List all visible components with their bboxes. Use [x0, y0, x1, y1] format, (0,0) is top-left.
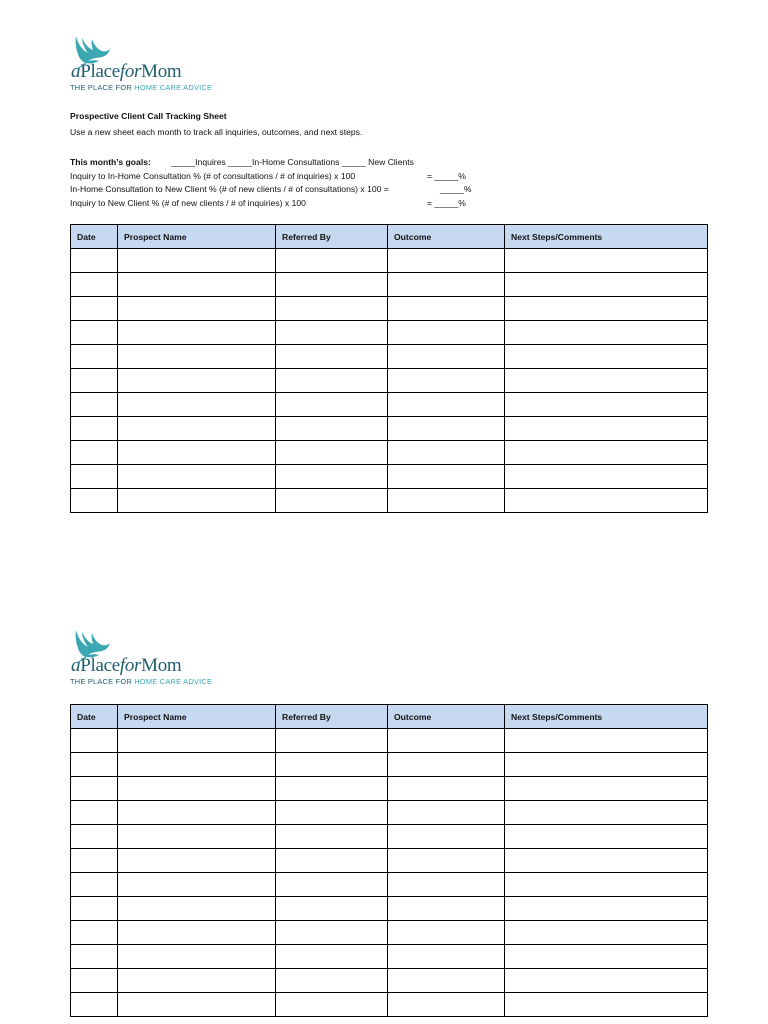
- entry-cell[interactable]: [118, 729, 276, 753]
- entry-cell[interactable]: [388, 417, 505, 441]
- entry-cell[interactable]: [505, 801, 708, 825]
- entry-cell[interactable]: [71, 849, 118, 873]
- entry-cell[interactable]: [276, 369, 388, 393]
- entry-cell[interactable]: [505, 825, 708, 849]
- entry-cell[interactable]: [71, 489, 118, 513]
- entry-cell[interactable]: [388, 969, 505, 993]
- entry-cell[interactable]: [388, 945, 505, 969]
- formula-line: In-Home Consultation to New Client % (# of new clients / # of consultations) x 100 = _____%: [70, 184, 472, 194]
- entry-cell[interactable]: [505, 249, 708, 273]
- logo: [70, 628, 260, 692]
- table-row: [71, 993, 708, 1017]
- call-tracking-table: [70, 224, 708, 513]
- entry-cell[interactable]: [388, 273, 505, 297]
- entry-cell[interactable]: [388, 393, 505, 417]
- table-row: [71, 321, 708, 345]
- table-row: [71, 729, 708, 753]
- table-row: [71, 297, 708, 321]
- table-row: [71, 369, 708, 393]
- entry-cell[interactable]: [505, 393, 708, 417]
- entry-cell[interactable]: [505, 465, 708, 489]
- entry-cell[interactable]: [388, 321, 505, 345]
- entry-cell[interactable]: [71, 777, 118, 801]
- brand-wordmark: aPlaceforMom: [71, 61, 182, 82]
- table-row: [71, 753, 708, 777]
- table-row: [71, 393, 708, 417]
- entry-cell[interactable]: [276, 729, 388, 753]
- table-header-row: [71, 705, 708, 729]
- entry-cell[interactable]: [118, 417, 276, 441]
- table-row: [71, 969, 708, 993]
- table-row: [71, 897, 708, 921]
- column-header-referred-by: Referred By: [276, 225, 388, 249]
- entry-cell[interactable]: [71, 897, 118, 921]
- table-row: [71, 777, 708, 801]
- entry-cell[interactable]: [505, 921, 708, 945]
- brand-tagline: THE PLACE FOR HOME CARE ADVICE: [70, 677, 213, 686]
- entry-cell[interactable]: [276, 825, 388, 849]
- entry-cell[interactable]: [118, 321, 276, 345]
- table-row: [71, 945, 708, 969]
- entry-cell[interactable]: [276, 777, 388, 801]
- entry-cell[interactable]: [118, 465, 276, 489]
- formula-line: Inquiry to In-Home Consultation % (# of consultations / # of inquiries) x 100 = _____%: [70, 170, 466, 181]
- entry-cell[interactable]: [71, 369, 118, 393]
- entry-cell[interactable]: [276, 897, 388, 921]
- goal-new-clients: _____ New Clients: [341, 157, 414, 167]
- entry-cell[interactable]: [118, 825, 276, 849]
- entry-cell[interactable]: [71, 441, 118, 465]
- goals-section: [70, 156, 472, 210]
- table-row: [71, 921, 708, 945]
- entry-cell[interactable]: [118, 489, 276, 513]
- entry-cell[interactable]: [118, 753, 276, 777]
- entry-cell[interactable]: [71, 393, 118, 417]
- entry-cell[interactable]: [118, 441, 276, 465]
- entry-cell[interactable]: [71, 969, 118, 993]
- sheet-title: Prospective Client Call Tracking Sheet: [70, 111, 227, 121]
- entry-cell[interactable]: [276, 993, 388, 1017]
- entry-cell[interactable]: [71, 945, 118, 969]
- table-row: [71, 873, 708, 897]
- entry-cell[interactable]: [276, 249, 388, 273]
- column-header-prospect-name: Prospect Name: [118, 225, 276, 249]
- entry-cell[interactable]: [118, 345, 276, 369]
- entry-cell[interactable]: [118, 777, 276, 801]
- entry-cell[interactable]: [276, 753, 388, 777]
- call-tracking-table: [70, 704, 708, 1017]
- entry-cell[interactable]: [276, 969, 388, 993]
- table-row: [71, 249, 708, 273]
- goal-consultations: _____In-Home Consultations: [228, 157, 340, 167]
- entry-cell[interactable]: [505, 369, 708, 393]
- column-header-date: Date: [71, 225, 118, 249]
- entry-cell[interactable]: [276, 801, 388, 825]
- entry-cell[interactable]: [276, 417, 388, 441]
- goals-label: This month’s goals:: [70, 157, 151, 167]
- column-header-referred-by: Referred By: [276, 705, 388, 729]
- entry-cell[interactable]: [276, 849, 388, 873]
- entry-cell[interactable]: [71, 993, 118, 1017]
- table-row: [71, 345, 708, 369]
- entry-cell[interactable]: [118, 921, 276, 945]
- entry-cell[interactable]: [505, 297, 708, 321]
- column-header-next-steps: Next Steps/Comments: [505, 705, 708, 729]
- entry-cell[interactable]: [276, 465, 388, 489]
- entry-cell[interactable]: [388, 897, 505, 921]
- table-row: [71, 441, 708, 465]
- entry-cell[interactable]: [505, 969, 708, 993]
- entry-cell[interactable]: [71, 753, 118, 777]
- column-header-outcome: Outcome: [388, 705, 505, 729]
- entry-cell[interactable]: [388, 465, 505, 489]
- entry-cell[interactable]: [71, 417, 118, 441]
- entry-cell[interactable]: [118, 969, 276, 993]
- entry-cell[interactable]: [388, 849, 505, 873]
- entry-cell[interactable]: [71, 921, 118, 945]
- entry-cell[interactable]: [505, 729, 708, 753]
- entry-cell[interactable]: [388, 441, 505, 465]
- entry-cell[interactable]: [118, 873, 276, 897]
- sheet-instructions: Use a new sheet each month to track all inquiries, outcomes, and next steps.: [70, 127, 363, 137]
- table-row: [71, 273, 708, 297]
- entry-cell[interactable]: [388, 801, 505, 825]
- logo: [70, 34, 260, 98]
- entry-cell[interactable]: [388, 297, 505, 321]
- entry-cell[interactable]: [71, 297, 118, 321]
- entry-cell[interactable]: [71, 273, 118, 297]
- entry-cell[interactable]: [276, 321, 388, 345]
- entry-cell[interactable]: [505, 849, 708, 873]
- entry-cell[interactable]: [388, 777, 505, 801]
- entry-cell[interactable]: [388, 729, 505, 753]
- column-header-outcome: Outcome: [388, 225, 505, 249]
- entry-cell[interactable]: [71, 465, 118, 489]
- formula-line: Inquiry to New Client % (# of new clients / # of inquiries) x 100 = _____%: [70, 197, 466, 208]
- column-header-next-steps: Next Steps/Comments: [505, 225, 708, 249]
- entry-cell[interactable]: [276, 441, 388, 465]
- entry-cell[interactable]: [71, 825, 118, 849]
- table-row: [71, 489, 708, 513]
- entry-cell[interactable]: [388, 249, 505, 273]
- brand-tagline: THE PLACE FOR HOME CARE ADVICE: [70, 83, 213, 92]
- entry-cell[interactable]: [505, 945, 708, 969]
- entry-cell[interactable]: [71, 345, 118, 369]
- entry-cell[interactable]: [505, 873, 708, 897]
- entry-cell[interactable]: [276, 297, 388, 321]
- entry-cell[interactable]: [505, 321, 708, 345]
- entry-cell[interactable]: [118, 945, 276, 969]
- table-row: [71, 825, 708, 849]
- entry-cell[interactable]: [388, 753, 505, 777]
- entry-cell[interactable]: [388, 369, 505, 393]
- entry-cell[interactable]: [276, 873, 388, 897]
- entry-cell[interactable]: [505, 897, 708, 921]
- entry-cell[interactable]: [505, 345, 708, 369]
- entry-cell[interactable]: [276, 921, 388, 945]
- entry-cell[interactable]: [276, 393, 388, 417]
- entry-cell[interactable]: [276, 489, 388, 513]
- entry-cell[interactable]: [118, 249, 276, 273]
- entry-cell[interactable]: [505, 441, 708, 465]
- entry-cell[interactable]: [118, 801, 276, 825]
- entry-cell[interactable]: [118, 849, 276, 873]
- table-row: [71, 849, 708, 873]
- entry-cell[interactable]: [388, 345, 505, 369]
- entry-cell[interactable]: [118, 273, 276, 297]
- brand-wordmark: aPlaceforMom: [71, 655, 182, 676]
- entry-cell[interactable]: [505, 753, 708, 777]
- goals-line: [70, 156, 414, 170]
- entry-cell[interactable]: [118, 369, 276, 393]
- entry-cell[interactable]: [388, 921, 505, 945]
- entry-cell[interactable]: [71, 729, 118, 753]
- column-header-date: Date: [71, 705, 118, 729]
- entry-cell[interactable]: [505, 273, 708, 297]
- entry-cell[interactable]: [388, 993, 505, 1017]
- entry-cell[interactable]: [118, 393, 276, 417]
- table-row: [71, 465, 708, 489]
- entry-cell[interactable]: [505, 777, 708, 801]
- entry-cell[interactable]: [71, 873, 118, 897]
- entry-cell[interactable]: [388, 825, 505, 849]
- table-row: [71, 417, 708, 441]
- entry-cell[interactable]: [71, 249, 118, 273]
- entry-cell[interactable]: [276, 345, 388, 369]
- entry-cell[interactable]: [276, 273, 388, 297]
- entry-cell[interactable]: [276, 945, 388, 969]
- entry-cell[interactable]: [388, 873, 505, 897]
- entry-cell[interactable]: [388, 489, 505, 513]
- entry-cell[interactable]: [505, 489, 708, 513]
- entry-cell[interactable]: [118, 897, 276, 921]
- entry-cell[interactable]: [505, 993, 708, 1017]
- entry-cell[interactable]: [71, 801, 118, 825]
- entry-cell[interactable]: [118, 993, 276, 1017]
- table-row: [71, 801, 708, 825]
- table-header-row: [71, 225, 708, 249]
- entry-cell[interactable]: [505, 417, 708, 441]
- column-header-prospect-name: Prospect Name: [118, 705, 276, 729]
- entry-cell[interactable]: [118, 297, 276, 321]
- entry-cell[interactable]: [71, 321, 118, 345]
- goal-inquires: _____Inquires: [171, 157, 226, 167]
